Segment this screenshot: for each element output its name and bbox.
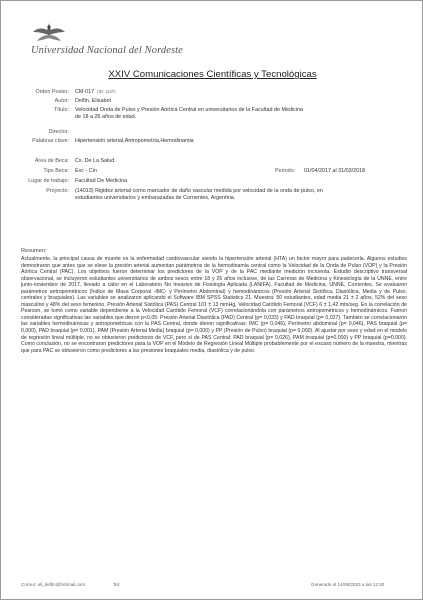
proyecto-line-2: estudiantes universitarios y embarazadas de Corrientes, Argentina. <box>75 194 236 201</box>
event-title: XXIV Comunicaciones Científicas y Tecnológicas <box>108 69 317 80</box>
orden-poster-id: (ID: 1147) <box>97 89 116 94</box>
orden-poster-label: Orden Poster: <box>35 89 69 95</box>
palabras-clave-value: Hipertensión arterial,Antropometría,Hemodinamia <box>75 138 194 144</box>
field-proyecto <box>1 188 423 204</box>
university-name: Universidad Nacional del Nordeste <box>31 45 183 56</box>
autor-value: Delfin, Elisabet <box>75 98 111 104</box>
footer-correo: Correo: eli_delfin@hotmail.com <box>21 582 86 587</box>
titulo-line-1: Velocidad Onda de Pulso y Presión Aórtica Central en universitarios de la Facultad de Medicina <box>75 107 304 113</box>
orden-poster-code: CM-017 <box>75 89 95 95</box>
area-beca-label: Área de Beca: <box>34 158 69 164</box>
proyecto-label: Proyecto: <box>46 188 69 194</box>
tipo-beca-label: Tipo Beca: <box>43 168 69 174</box>
orden-poster-value <box>75 89 116 96</box>
autor-label: Autor: <box>54 98 69 104</box>
lugar-trabajo-label: Lugar de trabajo: <box>28 178 69 184</box>
periodo-label: Periodo: <box>275 168 296 174</box>
tipo-beca-value: Evc - Cin <box>75 168 97 174</box>
titulo-value <box>75 107 415 120</box>
proyecto-value <box>75 188 415 201</box>
resumen-text: Actualmente, la principal causa de muerte es la enfermedad cardiovascular siendo la hipertensión arterial (HTA) un factor mayor para padecerla. Algunos estudios demostraron que antes que se eleve la presión arterial aumentan parámetros de la hemodinamia central como la Velocidad de la Onda de Pulso (VOP) y la Presión Aórtica Central (PAC). Los objetivos fueron determinar los predictores de la VOP y de la PAC mediante medición incruenta. Estudio descriptivo transversal observacional, se incluyeron estudiantes universitarios de ambos sexos entre 18 y 26 años inclusive, de las Carreras de Medicina y Kinesiología de la UNNE, entre junio-noviembre de 2017, llevado a cabo en el Laboratorio No Invasivo de Fisiología Aplicada (LANIFA). Facultad de Medicina, UNNE, Corrientes. Se evaluaron parámetros antropométricos (Índice de Masa Corporal -IMC- y Perímetro Abdominal) y hemodinámicos (Presión Arterial Sistólica, Diastólica, Media y de Pulso, centrales y braquiales). Las variables se analizaron aplicando el Software IBM SPSS Statistics 21. Muestra: 50 estudiantes, edad media 21 ± 2 años, 52% del sexo masculino y 48% del sexo femenino. Presión Arterial Sistólica (PAS) Central 101 ± 13 mmHg, Velocidad Carótido Femoral (VCF) 6 ± 1,42 mts/seg. En la correlación de Pearson, se tomó como variable dependiente a la Velocidad Carótido Femoral (VCF) correlacionándola con parámetros antropométricos y hemodinámicos. Fueron consideradas significativas las variables que dieron p<0,05: Presión Arterial Diastólica (PAD) Central (p= 0,033) y PAD braquial (p= 0,027). También se correlacionaron las variables hemodinámicas y antropométricas con la PAS Central, donde dieron significativas: IMC (p= 0,046), Perímetro abdominal (p= 0,046), PAS braquial (p= 0,000), PAD braquial (p= 0,001), PAM (Presión Arterial Media) braquial (p= 0,000) y PP (Presión de Pulso) braquial (p= 0,000). Al ajustar por sexo y edad en el modelo de regresión lineal múltiple, no se obtuvieron predictores de VCF, pero sí de PAS Central: PAD braquial (p= 0,026), PAM braquial (p=0,000) y PP braquial (p=0,000). Como conclusión, no se encontraron predictores para la VOP en el Modelo de Regresión Lineal Múltiple probablemente por el escaso número de la muestra, mientras que para PAC se obtuvieron como predictores a las presiones braquiales media, diastólica y de pulso. <box>21 256 407 354</box>
periodo-value: 01/04/2017 al 31/03/2018 <box>304 168 366 174</box>
area-beca-value: Cs. De La Salud <box>75 158 115 164</box>
proyecto-line-1: (14013) Rigidez arterial como marcador de daño vascular medida por velocidad de la onda de pulso, en <box>75 188 323 194</box>
footer-generado: Generado el 14/06/2023 a las 12:40 <box>311 582 385 587</box>
titulo-label: Título: <box>54 107 69 113</box>
university-emblem-icon <box>29 21 69 45</box>
titulo-line-2: de 18 a 26 años de edad. <box>75 113 137 120</box>
footer-tel: Tel: <box>113 582 121 587</box>
director-label: Director: <box>48 129 69 135</box>
palabras-clave-label: Palabras clave: <box>32 138 69 144</box>
university-logo <box>29 21 183 61</box>
lugar-trabajo-value: Facultad De Medicina <box>75 178 128 184</box>
resumen-label: Resumen: <box>21 248 47 254</box>
field-titulo <box>1 107 423 123</box>
